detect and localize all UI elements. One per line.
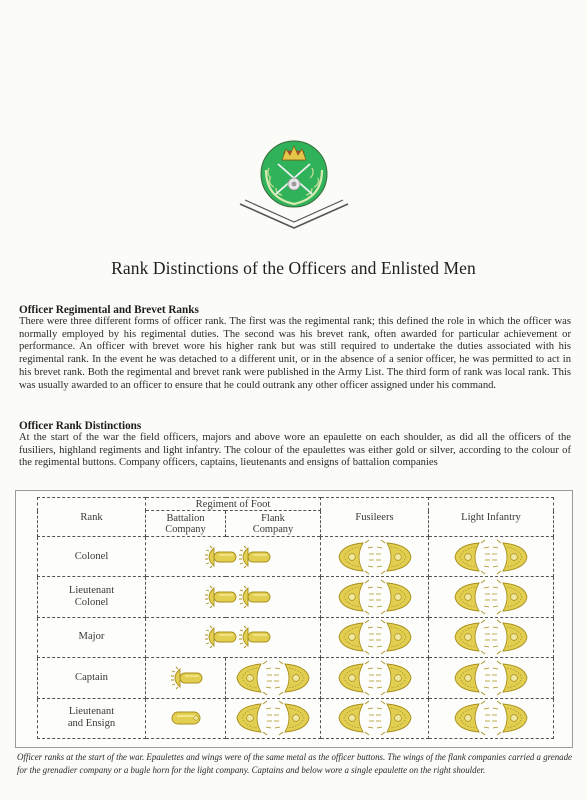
rank-cell	[38, 658, 146, 698]
gold-wing-epaulette-icon	[457, 580, 525, 614]
table-caption: Officer ranks at the start of the war. Epaulettes and wings were of the same metal as the officer buttons. The wings of the flank companies carried a grenade for the grenadier company or a bugle horn for the light company. Captains and below wore a single epaulette on the right shoulder.	[17, 752, 572, 775]
section-text-regimental-brevet: There were three different forms of officer rank. The first was the regimental rank; this defined the role in which the officer was normally employed by his regimental duties. The second was his brevet rank, often awarded for particular achievement or performance. An officer with brevet wore his higher rank but was still required to undertake the duties associated with his regimental rank. In the event he was detached to a different unit, or in the absence of a senior officer, he was permitted to act in his brevet rank. Both the regimental and brevet rank were published in the Army List. The third form of rank was local rank. This was usually awarded to an officer to ensure that he could outrank any other officer assigned under his command.	[19, 316, 571, 391]
insignia-cell	[226, 698, 321, 738]
gold-epaulette-icon	[199, 620, 267, 654]
rank-label: Captain	[75, 671, 108, 683]
gold-epaulette-icon	[168, 661, 204, 695]
rank-label: Lieutenant	[68, 585, 115, 597]
gold-wing-epaulette-icon	[341, 580, 409, 614]
insignia-cell	[429, 617, 554, 657]
gold-wing-epaulette-icon	[341, 661, 409, 695]
gold-wing-epaulette-icon	[341, 540, 409, 574]
insignia-cell	[429, 658, 554, 698]
rank-distinctions-table	[37, 497, 554, 739]
insignia-cell	[146, 537, 321, 577]
insignia-cell	[321, 658, 429, 698]
header-regiment-of-foot: Regiment of Foot	[146, 498, 321, 511]
rank-label: Major	[78, 631, 105, 643]
rank-table-frame	[15, 490, 573, 748]
insignia-cell	[226, 658, 321, 698]
header-rank: Rank	[38, 498, 146, 537]
section-text-officer-rank: At the start of the war the field officers, majors and above wore an epaulette on each shoulder, as did all the officers of the fusiliers, highland regiments and light infantry. The colour of the epaulettes was either gold or silver, according to the colour of the regimental buttons. Company officers, captains, lieutenants and ensigns of battalion companies	[19, 432, 571, 469]
header-flank-line-2: Company	[252, 523, 294, 535]
shoulder-strap-icon	[168, 701, 204, 735]
header-flank-line-1: Flank	[261, 512, 285, 524]
gold-wing-epaulette-icon	[457, 540, 525, 574]
gold-wing-epaulette-icon	[341, 620, 409, 654]
section-heading-officer-rank: Officer Rank Distinctions	[19, 420, 142, 432]
gold-wing-epaulette-icon	[457, 701, 525, 735]
regimental-badge-emblem	[236, 140, 352, 232]
insignia-cell	[146, 617, 321, 657]
table-row	[38, 698, 554, 738]
insignia-cell	[429, 698, 554, 738]
rank-cell	[38, 577, 146, 617]
table-row	[38, 658, 554, 698]
insignia-cell	[321, 537, 429, 577]
gold-wing-epaulette-icon	[457, 661, 525, 695]
rank-table-body	[38, 537, 554, 739]
header-battalion-line-2: Company	[165, 523, 206, 535]
rank-cell	[38, 698, 146, 738]
table-row	[38, 577, 554, 617]
rank-cell	[38, 617, 146, 657]
section-heading-regimental-brevet: Officer Regimental and Brevet Ranks	[19, 304, 199, 316]
rank-label: Lieutenant	[68, 706, 115, 718]
insignia-cell	[321, 617, 429, 657]
header-fusileers: Fusileers	[321, 498, 429, 537]
gold-wing-epaulette-icon	[457, 620, 525, 654]
header-battalion-line-1: Battalion	[166, 512, 205, 524]
gold-wing-epaulette-icon	[239, 701, 307, 735]
rank-label: and Ensign	[67, 718, 116, 730]
insignia-cell	[321, 698, 429, 738]
rank-label: Colonel	[74, 597, 109, 609]
gold-epaulette-icon	[199, 540, 267, 574]
gold-epaulette-icon	[199, 580, 267, 614]
header-battalion-company	[146, 511, 226, 537]
header-light-infantry: Light Infantry	[429, 498, 554, 537]
rank-cell	[38, 537, 146, 577]
page-title: Rank Distinctions of the Officers and Enlisted Men	[111, 258, 476, 278]
table-row	[38, 537, 554, 577]
table-row	[38, 617, 554, 657]
rank-label: Colonel	[74, 550, 109, 562]
insignia-cell	[146, 698, 226, 738]
insignia-cell	[146, 577, 321, 617]
header-flank-company	[226, 511, 321, 537]
insignia-cell	[429, 577, 554, 617]
gold-wing-epaulette-icon	[341, 701, 409, 735]
insignia-cell	[429, 537, 554, 577]
insignia-cell	[146, 658, 226, 698]
insignia-cell	[321, 577, 429, 617]
gold-wing-epaulette-icon	[239, 661, 307, 695]
